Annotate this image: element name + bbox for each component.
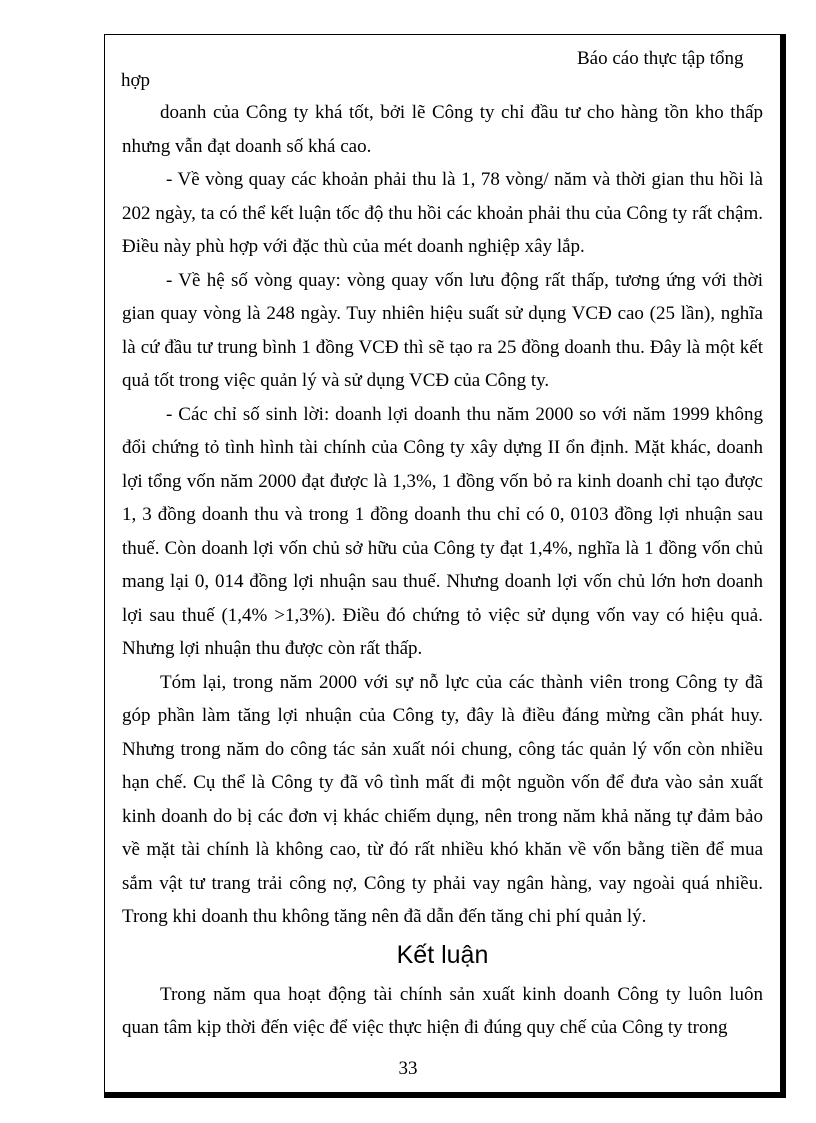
paragraph-inventory: doanh của Công ty khá tốt, bởi lẽ Công ty chỉ đầu tư cho hàng tồn kho thấp nhưng vẫn đạt doanh số khá cao. bbox=[122, 102, 763, 157]
section-heading-conclusion: Kết luận bbox=[396, 940, 489, 969]
running-header-continuation: hợp bbox=[121, 70, 151, 91]
running-header: Báo cáo thực tập tổng bbox=[577, 48, 744, 69]
paragraph-conclusion: Trong năm qua hoạt động tài chính sản xuất kinh doanh Công ty luôn luôn quan tâm kịp thời đến việc để việc thực hiện đi đúng quy chế của Công ty trong bbox=[122, 983, 763, 1038]
paragraph-receivables: - Về vòng quay các khoản phải thu là 1, 78 vòng/ năm và thời gian thu hồi là 202 ngày, ta có thể kết luận tốc độ thu hồi các khoản phải thu của Công ty rất chậm. Điều này phù hợp với đặc thù của mét doanh nghiệp xây lắp. bbox=[122, 169, 763, 257]
paragraph-profitability: - Các chỉ số sinh lời: doanh lợi doanh thu năm 2000 so với năm 1999 không đổi chứng tỏ tình hình tài chính của Công ty xây dựng II ổn định. Mặt khác, doanh lợi tổng vốn năm 2000 đạt được là 1,3%, 1 đồng vốn bỏ ra kinh doanh chỉ tạo được 1, 3 đồng doanh thu và trong 1 đồng doanh thu chỉ có 0, 0103 đồng lợi nhuận sau thuế. Còn doanh lợi vốn chủ sở hữu của Công ty đạt 1,4%, nghĩa là 1 đồng vốn chủ mang lại 0, 014 đồng lợi nhuận sau thuế. Nhưng doanh lợi vốn chủ lớn hơn doanh lợi sau thuế (1,4% >1,3%). Điều đó chứng tỏ việc sử dụng vốn vay có hiệu quả. Nhưng lợi nhuận thu được còn rất thấp. bbox=[122, 403, 763, 659]
paragraph-summary: Tóm lại, trong năm 2000 với sự nỗ lực của các thành viên trong Công ty đã góp phần làm tăng lợi nhuận của Công ty, đây là điều đáng mừng cần phát huy. Nhưng trong năm do công tác sản xuất nói chung, công tác quản lý vốn còn nhiều hạn chế. Cụ thể là Công ty đã vô tình mất đi một nguồn vốn để đưa vào sản xuất kinh doanh do bị các đơn vị khác chiếm dụng, nên trong năm khả năng tự đảm bảo về mặt tài chính là không cao, từ đó rất nhiều khó khăn về vốn bằng tiền để mua sắm vật tư trang trải công nợ, Công ty phải vay ngân hàng, vay ngoài quá nhiều. Trong khi doanh thu không tăng nên đã dẫn đến tăng chi phí quản lý. bbox=[122, 671, 763, 927]
paragraph-turnover: - Về hệ số vòng quay: vòng quay vốn lưu động rất thấp, tương ứng với thời gian quay vòng là 248 ngày. Tuy nhiên hiệu suất sử dụng VCĐ cao (25 lần), nghĩa là cứ đầu tư trung bình 1 đồng VCĐ thì sẽ tạo ra 25 đồng doanh thu. Đây là một kết quả tốt trong việc quản lý và sử dụng VCĐ của Công ty. bbox=[122, 269, 763, 391]
document-body bbox=[122, 96, 763, 1045]
page-number: 33 bbox=[398, 1058, 418, 1079]
